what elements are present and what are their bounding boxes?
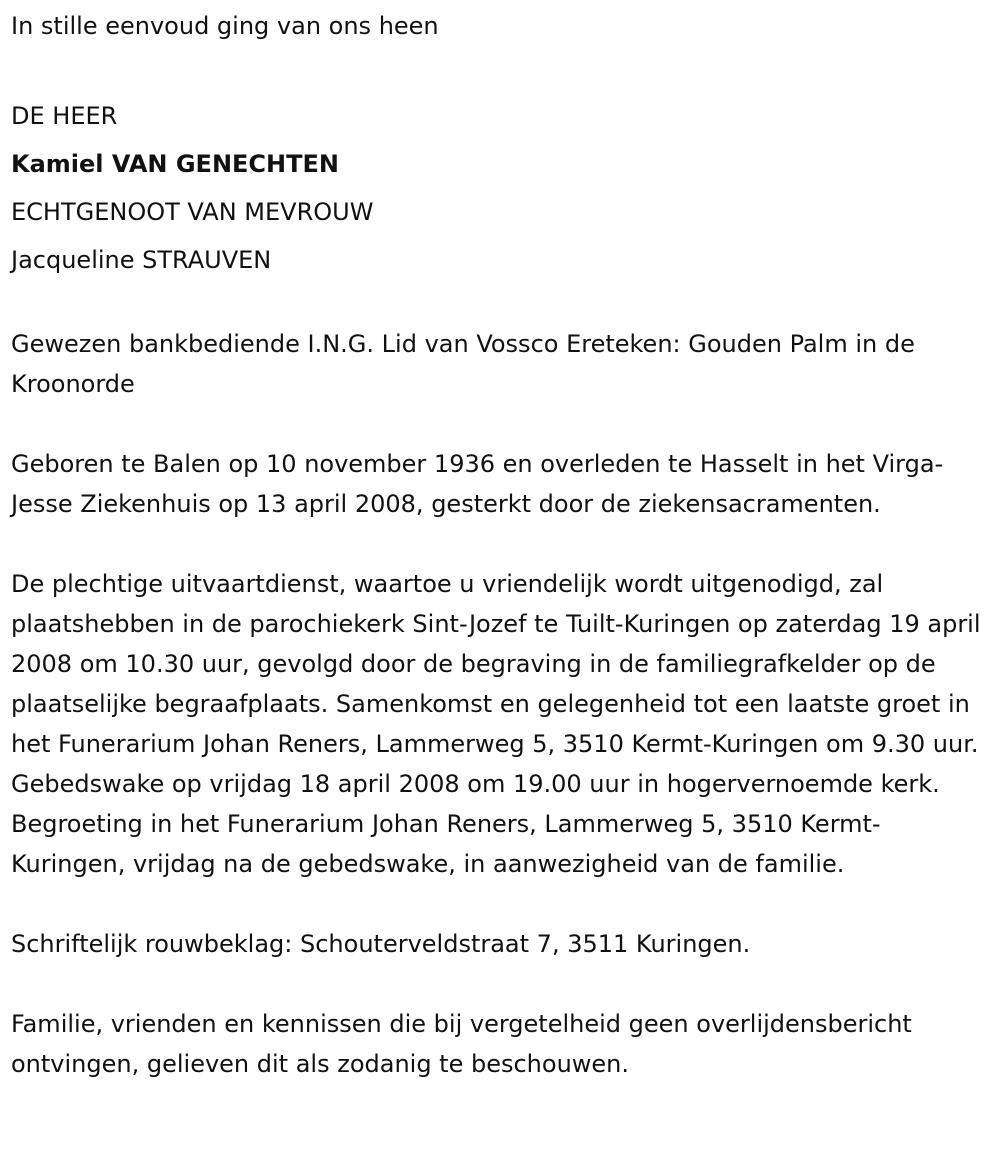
birth-death-paragraph: Geboren te Balen op 10 november 1936 en overleden te Hasselt in het Virga-Jesse Ziekenhuis op 13 april 2008, gesterkt door de ziekensacramenten.: [11, 450, 944, 518]
intro-line: In stille eenvoud ging van ons heen: [11, 12, 439, 40]
bio-paragraph: Gewezen bankbediende I.N.G. Lid van Vossco Ereteken: Gouden Palm in de Kroonorde: [11, 330, 915, 398]
ceremony-paragraph: De plechtige uitvaartdienst, waartoe u vriendelijk wordt uitgenodigd, zal plaatshebben in de parochiekerk Sint-Jozef te Tuilt-Kuringen op zaterdag 19 april 2008 om 10.30 uur, gevolgd door de begraving in de familiegrafkelder op de plaatselijke begraafplaats. Samenkomst en gelegenheid tot een laatste groet in het Funerarium Johan Reners, Lammerweg 5, 3510 Kermt-Kuringen om 9.30 uur. Gebedswake op vrijdag 18 april 2008 om 19.00 uur in hogervernoemde kerk. Begroeting in het Funerarium Johan Reners, Lammerweg 5, 3510 Kermt-Kuringen, vrijdag na de gebedswake, in aanwezigheid van de familie.: [11, 570, 981, 878]
spouse-name: Jacqueline STRAUVEN: [11, 246, 272, 274]
relation-line: ECHTGENOOT VAN MEVROUW: [11, 198, 374, 226]
deceased-name: Kamiel VAN GENECHTEN: [11, 150, 339, 178]
deceased-header: [11, 92, 988, 284]
title-line: DE HEER: [11, 102, 118, 130]
condolence-paragraph: Schriftelijk rouwbeklag: Schouterveldstraat 7, 3511 Kuringen.: [11, 930, 751, 958]
closing-paragraph: Familie, vrienden en kennissen die bij vergetelheid geen overlijdensbericht ontvingen, gelieven dit als zodanig te beschouwen.: [11, 1010, 912, 1078]
